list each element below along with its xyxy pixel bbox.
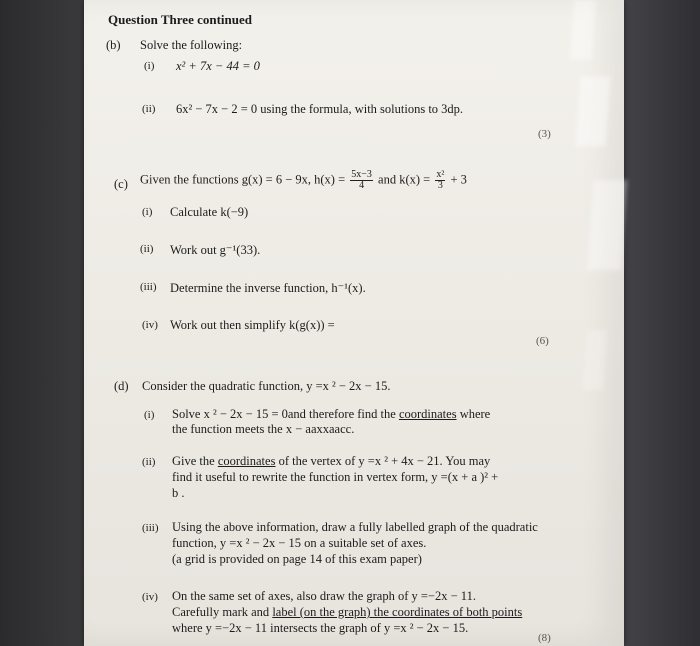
part-b-ii-label: (ii) xyxy=(142,103,156,115)
part-b-i-label: (i) xyxy=(144,60,155,72)
part-b-intro: Solve the following: xyxy=(140,38,243,52)
part-c-i-text: Calculate k(−9) xyxy=(170,205,249,219)
section-heading: Question Three continued xyxy=(108,12,252,27)
part-d-i-label: (i) xyxy=(144,409,155,421)
part-d-ii-line1 xyxy=(172,454,490,469)
part-d-ii-line2: find it useful to rewrite the function in vertex form, y =(x + a )² + xyxy=(172,470,499,484)
part-c-tail: + 3 xyxy=(450,172,467,187)
light-glare xyxy=(576,76,611,146)
part-c-i-label: (i) xyxy=(142,206,153,218)
part-c-ii-label: (ii) xyxy=(140,243,154,255)
part-d-i-line1-a: Solve x ² − 2x − 15 = 0and therefore find the xyxy=(172,407,396,421)
part-b-label: (b) xyxy=(106,38,121,52)
part-d-i-line1-b: where xyxy=(459,407,491,421)
part-c-iv-text: Work out then simplify k(g(x)) = xyxy=(170,318,335,332)
part-c-iii-label: (iii) xyxy=(140,281,157,293)
part-d-label: (d) xyxy=(114,379,129,393)
h-numerator: 5x−3 xyxy=(351,169,372,180)
part-d-ii-label: (ii) xyxy=(142,456,156,468)
light-glare xyxy=(570,0,596,60)
part-d-ii-line1-a: Give the xyxy=(172,454,215,468)
part-d-iii-label: (iii) xyxy=(142,522,159,534)
part-d-iv-line2-underlined: label (on the graph) the coordinates of both points xyxy=(272,605,523,619)
part-d-ii-line3: b . xyxy=(172,486,185,500)
part-c-iv-label: (iv) xyxy=(142,319,158,331)
part-c-functions xyxy=(140,170,467,191)
part-d-marks: (8) xyxy=(538,632,551,644)
part-c-label: (c) xyxy=(114,177,128,191)
part-d-iv-line1: On the same set of axes, also draw the graph of y =−2x − 11. xyxy=(172,589,476,603)
part-c-iii-text: Determine the inverse function, h⁻¹(x). xyxy=(170,281,366,295)
part-d-i-line1 xyxy=(172,407,490,422)
k-numerator: x² xyxy=(436,169,445,180)
part-b-ii-text: 6x² − 7x − 2 = 0 using the formula, with solutions to 3dp. xyxy=(176,102,464,116)
light-glare xyxy=(583,330,607,390)
part-b-i-equation: x² + 7x − 44 = 0 xyxy=(176,59,260,73)
part-d-iv-line2 xyxy=(172,605,522,620)
part-d-iii-line3: (a grid is provided on page 14 of this exam paper) xyxy=(172,552,422,566)
part-d-iv-label: (iv) xyxy=(142,591,158,603)
light-glare xyxy=(587,180,627,270)
k-fraction xyxy=(435,170,445,191)
part-d-intro: Consider the quadratic function, y =x ² − 2x − 15. xyxy=(142,379,391,393)
part-d-iii-line1: Using the above information, draw a fully labelled graph of the quadratic xyxy=(172,520,538,534)
part-d-ii-line1-b: of the vertex of y =x ² + 4x − 21. You may xyxy=(278,454,491,468)
part-c-marks: (6) xyxy=(536,335,549,347)
part-d-iv-line2-a: Carefully mark and xyxy=(172,605,270,619)
h-fraction xyxy=(350,170,373,191)
part-c-mid: and k(x) = xyxy=(378,172,431,187)
part-d-i-line1-underlined: coordinates xyxy=(398,407,457,421)
part-d-ii-line1-underlined: coordinates xyxy=(217,454,276,468)
k-denominator: 3 xyxy=(437,180,443,191)
part-d-i-line2: the function meets the x − aaxxaacc. xyxy=(172,422,355,436)
part-d-iv-line3: where y =−2x − 11 intersects the graph of y =x ² − 2x − 15. xyxy=(172,621,469,635)
part-c-lead: Given the functions g(x) = 6 − 9x, h(x) = xyxy=(140,172,346,187)
part-d-iii-line2: function, y =x ² − 2x − 15 on a suitable set of axes. xyxy=(172,536,427,550)
h-denominator: 4 xyxy=(359,180,365,191)
part-b-marks: (3) xyxy=(538,128,551,140)
part-c-ii-text: Work out g⁻¹(33). xyxy=(170,243,261,257)
